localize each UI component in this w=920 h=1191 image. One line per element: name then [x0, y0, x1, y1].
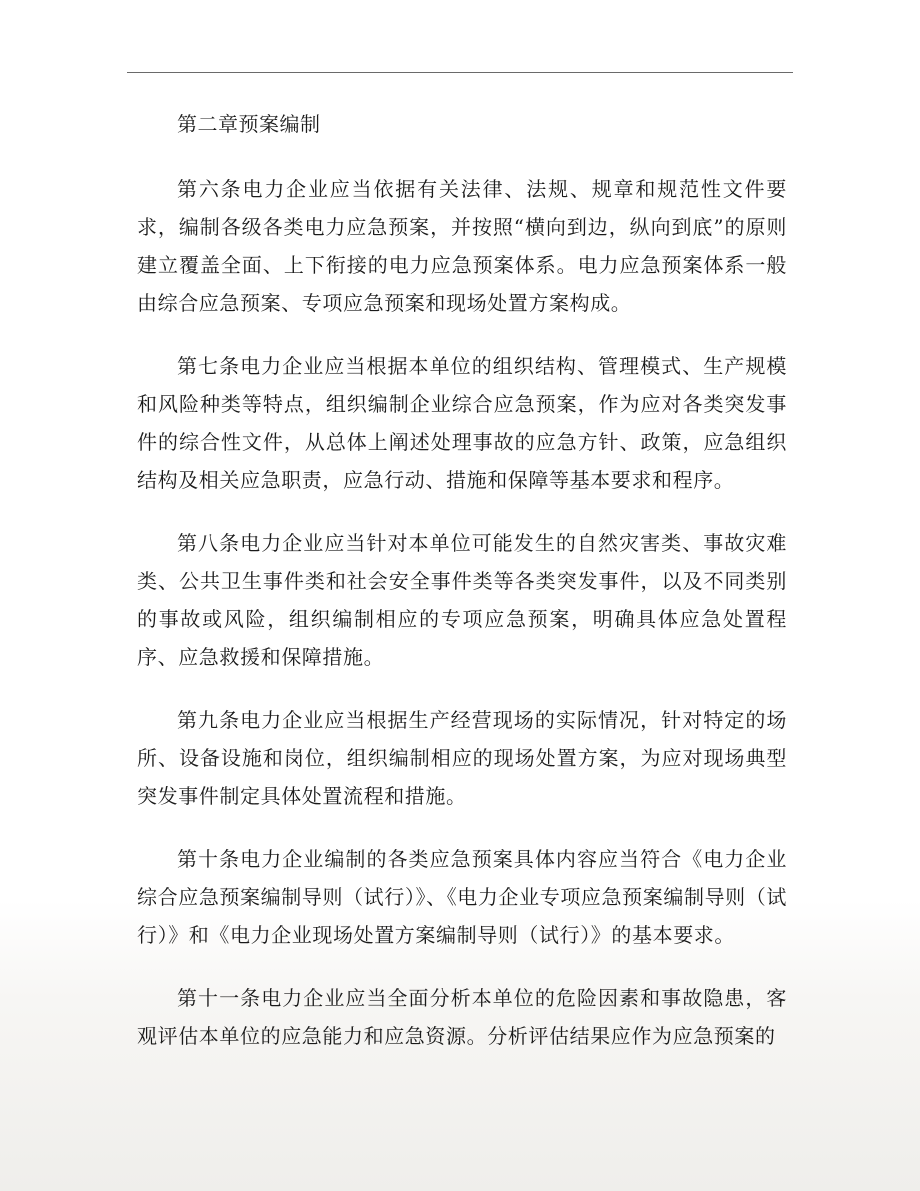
article-9-paragraph: 第九条电力企业应当根据生产经营现场的实际情况，针对特定的场所、设备设施和岗位，组织编制相应的现场处置方案，为应对现场典型突发事件制定具体处置流程和措施。 [137, 708, 787, 808]
article-8-paragraph: 第八条电力企业应当针对本单位可能发生的自然灾害类、事故灾难类、公共卫生事件类和社会安全事件类等各类突发事件，以及不同类别的事故或风险，组织编制相应的专项应急预案，明确具体应急处置程序、应急救援和保障措施。 [137, 531, 787, 669]
article-6-paragraph: 第六条电力企业应当依据有关法律、法规、规章和规范性文件要求，编制各级各类电力应急预案，并按照“横向到边，纵向到底”的原则建立覆盖全面、上下衔接的电力应急预案体系。电力应急预案体系一般由综合应急预案、专项应急预案和现场处置方案构成。 [137, 177, 787, 315]
article-7-paragraph: 第七条电力企业应当根据本单位的组织结构、管理模式、生产规模和风险种类等特点，组织编制企业综合应急预案，作为应对各类突发事件的综合性文件，从总体上阐述处理事故的应急方针、政策，应急组织结构及相关应急职责，应急行动、措施和保障等基本要求和程序。 [137, 354, 787, 492]
header-rule [127, 72, 793, 73]
chapter-heading: 第二章预案编制 [177, 112, 321, 136]
article-11-paragraph: 第十一条电力企业应当全面分析本单位的危险因素和事故隐患，客观评估本单位的应急能力和应急资源。分析评估结果应作为应急预案的 [137, 986, 787, 1048]
article-10-paragraph: 第十条电力企业编制的各类应急预案具体内容应当符合《电力企业综合应急预案编制导则（试行）》、《电力企业专项应急预案编制导则（试行）》和《电力企业现场处置方案编制导则（试行）》的基本要求。 [137, 847, 787, 947]
document-body [137, 104, 787, 1080]
